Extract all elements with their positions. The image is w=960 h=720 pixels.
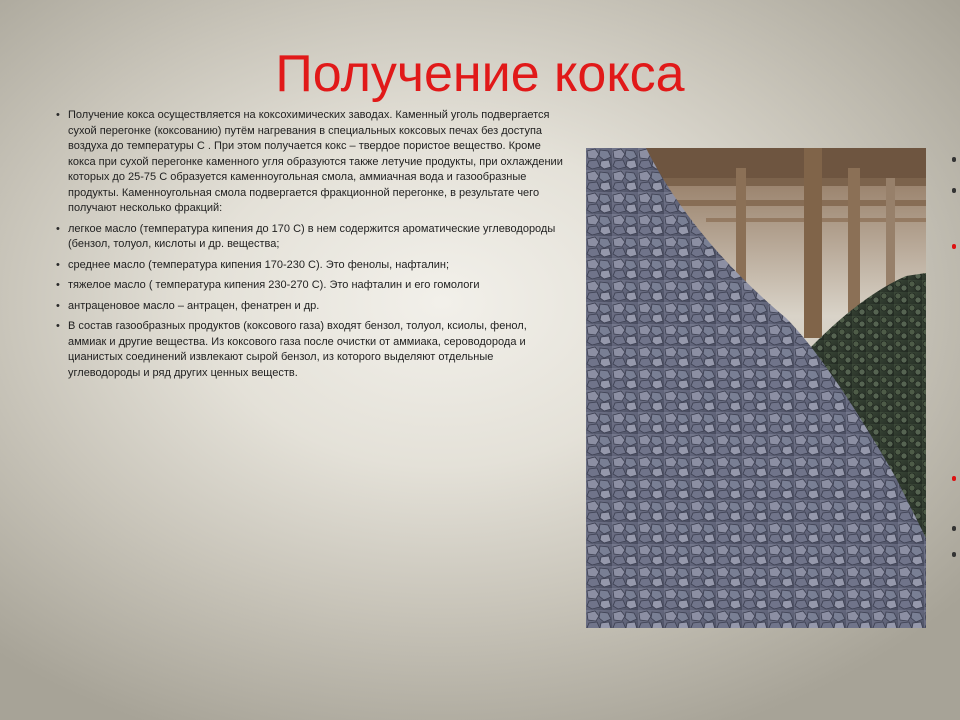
list-item (56, 222, 564, 253)
list-item (56, 108, 564, 217)
edge-mark (952, 552, 956, 557)
list-item (56, 278, 564, 294)
bullet-icon: • (56, 109, 60, 121)
list-item (56, 258, 564, 274)
list-item-text: В состав газообразных продуктов (коксового газа) входят бензол, толуол, ксиолы, фенол, аммиак и другие вещества. Из коксового газа после очистки от аммиака, сероводорода и цианистых соединений извлекают сырой бензол, из которого выделяют отдельные углеводороды и ряд других ценных веществ. (68, 320, 527, 379)
bullet-list (56, 108, 564, 386)
coke-pile-photo (586, 148, 926, 628)
edge-mark (952, 476, 956, 481)
slide-title: Получение кокса (275, 45, 685, 103)
edge-mark (952, 157, 956, 162)
list-item-text: тяжелое масло ( температура кипения 230-270 С). Это нафталин и его гомологи (68, 279, 480, 291)
bullet-icon: • (56, 320, 60, 332)
edge-mark (952, 526, 956, 531)
bullet-icon: • (56, 299, 60, 312)
list-item-text: среднее масло (температура кипения 170-230 С). Это фенолы, нафталин; (68, 258, 450, 271)
bullet-icon: • (56, 222, 60, 235)
list-item-text: легкое масло (температура кипения до 170 С) в нем содержится ароматические углеводороды (бензол, толуол, кислоты и др. вещества; (68, 222, 556, 250)
bullet-icon: • (56, 258, 60, 271)
list-item-text: антраценовое масло – антрацен, фенатрен и др. (68, 299, 320, 312)
list-item-text: Получение кокса осуществляется на коксохимических заводах. Каменный уголь подвергается сухой перегонке (коксованию) путём нагревания в специальных коксовых печах без доступа воздуха до температуры С . При этом получается кокс – твердое пористое вещество. Кроме кокса при сухой перегонке каменного угля образуются также летучие продукты, при охлаждении которых до 25-75 С образуется каменноугольная смола, аммиачная вода и газообразные продукты. Каменноугольная смола подвергается фракционной перегонке, в результате чего получают несколько фракций: (68, 109, 563, 214)
list-item (56, 319, 564, 381)
bullet-icon: • (56, 279, 60, 291)
edge-mark (952, 244, 956, 249)
list-item (56, 299, 564, 315)
edge-mark (952, 188, 956, 193)
